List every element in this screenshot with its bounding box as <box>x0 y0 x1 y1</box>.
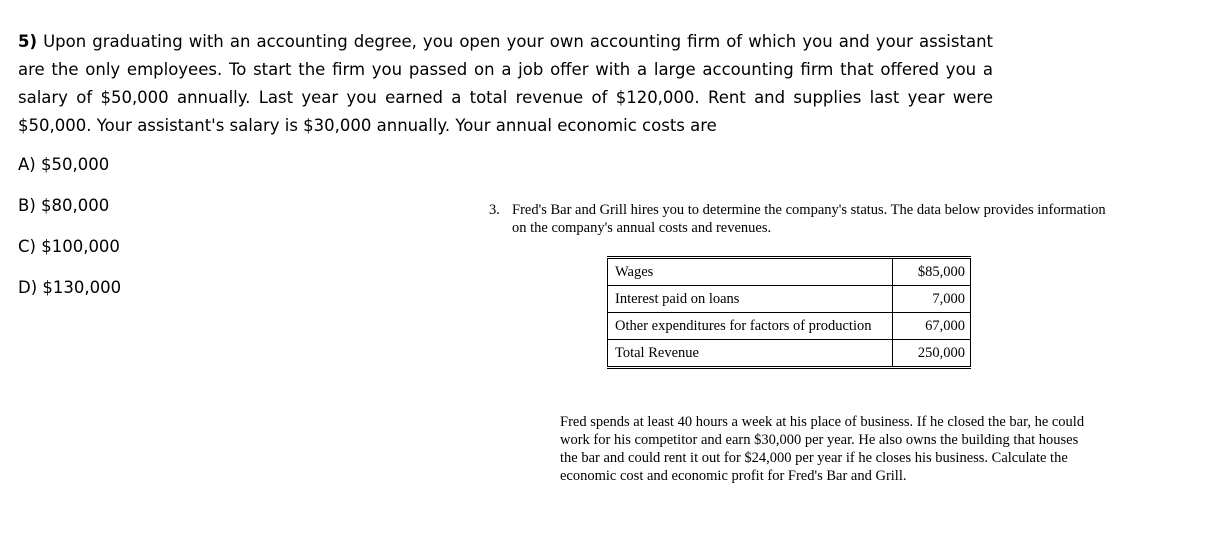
choice-c: C) $100,000 <box>18 237 120 256</box>
row-label-wages: Wages <box>608 258 893 286</box>
choice-a: A) $50,000 <box>18 155 110 174</box>
question-5-number: 5) <box>18 32 38 51</box>
table-row <box>608 286 971 313</box>
question-3-text: Fred's Bar and Grill hires you to determine the company's status. The data below provides information on the company's annual costs and revenues. <box>512 202 1106 236</box>
question-3-number: 3. <box>489 202 500 218</box>
row-label-interest: Interest paid on loans <box>608 286 893 313</box>
row-amount-interest: 7,000 <box>893 286 971 313</box>
table-row <box>608 340 971 368</box>
row-amount-wages: $85,000 <box>893 258 971 286</box>
row-amount-total-revenue: 250,000 <box>893 340 971 368</box>
table-row <box>608 313 971 340</box>
table-row <box>608 258 971 286</box>
cost-revenue-table <box>607 256 971 369</box>
row-label-other-expenditures: Other expenditures for factors of production <box>608 313 893 340</box>
choice-d: D) $130,000 <box>18 278 122 297</box>
question-3-paragraph: Fred spends at least 40 hours a week at his place of business. If he closed the bar, he could work for his competitor and earn $30,000 per year. He also owns the building that houses the bar and could rent it out for $24,000 per year if he closes his business. Calculate the economic cost and economic profit for Fred's Bar and Grill. <box>560 414 1085 484</box>
question-5-text <box>18 28 993 140</box>
question-5-body: Upon graduating with an accounting degree, you open your own accounting firm of which you and your assistant are the only employees. To start the firm you passed on a job offer with a large accounting firm that offered you a salary of $50,000 annually. Last year you earned a total revenue of $120,000. Rent and supplies last year were $50,000. Your assistant's salary is $30,000 annually. Your annual economic costs are <box>18 32 993 135</box>
row-label-total-revenue: Total Revenue <box>608 340 893 368</box>
choice-b: B) $80,000 <box>18 196 110 215</box>
row-amount-other-expenditures: 67,000 <box>893 313 971 340</box>
